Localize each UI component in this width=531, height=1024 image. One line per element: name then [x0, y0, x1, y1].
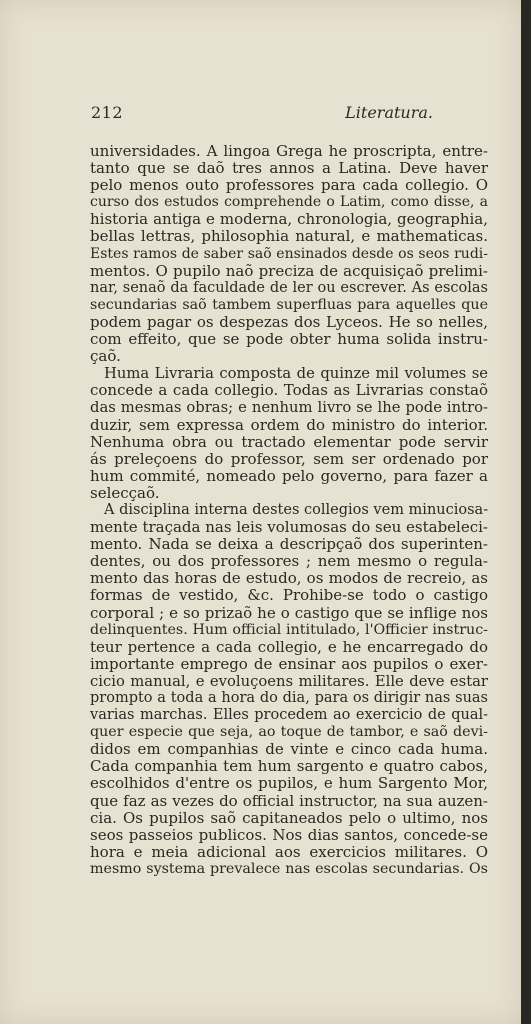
- text-line: seos passeios publicos. Nos dias santos, concede-se: [90, 825, 488, 844]
- text-line: delinquentes. Hum official intitulado, l'Officier instruc-: [90, 621, 488, 638]
- body-text: [90, 143, 488, 878]
- text-line: secundarias saõ tambem superfluas para aquelles que: [90, 296, 488, 313]
- text-line: mento das horas de estudo, os modos de recreio, as: [90, 569, 488, 588]
- text-line: cia. Os pupilos saõ capitaneados pelo o ultimo, nos: [90, 808, 488, 827]
- text-line: Estes ramos de saber saõ ensinados desde os seos rudi-: [90, 245, 488, 262]
- text-line: com effeito, que se pode obter huma solida instru-: [90, 330, 488, 349]
- text-line: hum commité, nomeado pelo governo, para fazer a: [90, 466, 488, 485]
- text-line: escolhidos d'entre os pupilos, e hum Sargento Mor,: [90, 774, 488, 793]
- text-line: A disciplina interna destes collegios vem minuciosa-: [104, 501, 489, 518]
- paragraph-2: [90, 365, 488, 502]
- text-line: hora e meia adicional aos exercicios militares. O: [90, 842, 488, 861]
- text-line: nar, senaõ da faculdade de ler ou escrever. As escolas: [90, 279, 488, 296]
- running-title: Literatura.: [345, 103, 433, 122]
- text-line: podem pagar os despezas dos Lyceos. He so nelles,: [90, 312, 488, 331]
- text-line: bellas lettras, philosophia natural, e mathematicas.: [90, 227, 488, 246]
- page-number: 212: [91, 103, 124, 122]
- text-line: cicio manual, e evoluçoens militares. Elle deve estar: [90, 672, 488, 690]
- text-line: universidades. A lingoa Grega he proscripta, entre-: [90, 142, 488, 160]
- text-line: concede a cada collegio. Todas as Livrarias constaõ: [90, 381, 488, 400]
- paragraph-1: [90, 143, 488, 365]
- text-line: quer especie que seja, ao toque de tambor, e saõ devi-: [90, 724, 488, 741]
- text-line: mentos. O pupilo naõ preciza de acquisiçaõ prelimi-: [90, 261, 488, 280]
- text-line: tanto que se daõ tres annos a Latina. Deve haver: [90, 159, 488, 178]
- paragraph-3: [90, 502, 488, 878]
- text-line: dentes, ou dos professores ; nem mesmo o regula-: [90, 552, 488, 571]
- text-line: Huma Livraria composta de quinze mil volumes se: [104, 365, 488, 383]
- text-line: pelo menos outo professores para cada collegio. O: [90, 176, 488, 195]
- text-line: varias marchas. Elles procedem ao exercicio de qual-: [90, 707, 488, 724]
- text-line: importante emprego de ensinar aos pupilos o exer-: [90, 654, 488, 673]
- text-line: mesmo systema prevalece nas escolas secundarias. Os: [90, 860, 488, 877]
- text-line: mente traçada nas leis volumosas do seu estabeleci-: [90, 518, 488, 537]
- text-line: teur pertence a cada collegio, e he encarregado do: [90, 637, 488, 656]
- text-line: que faz as vezes do official instructor, na sua auzen-: [90, 791, 488, 810]
- text-line: curso dos estudos comprehende o Latim, como disse, a: [90, 194, 488, 211]
- text-line: didos em companhias de vinte e cinco cada huma.: [90, 740, 488, 759]
- text-line: mento. Nada se deixa a descripçaõ dos superinten-: [90, 535, 488, 554]
- text-line: ás preleçoens do professor, sem ser ordenado por: [90, 449, 488, 468]
- text-line: Nenhuma obra ou tractado elementar pode servir: [90, 432, 488, 451]
- text-line: das mesmas obras; e nenhum livro se lhe pode intro-: [90, 399, 488, 417]
- text-line: Cada companhia tem hum sargento e quatro cabos,: [90, 757, 488, 776]
- text-line: formas de vestido, &c. Prohibe-se todo o castigo: [90, 586, 488, 605]
- text-line: duzir, sem expressa ordem do ministro do interior.: [90, 415, 488, 434]
- text-line: historia antiga e moderna, chronologia, geographia,: [90, 210, 488, 229]
- text-line: prompto a toda a hora do dia, para os dirigir nas suas: [90, 690, 488, 706]
- running-head: [91, 103, 487, 125]
- text-line: corporal ; e so prizaõ he o castigo que se inflige nos: [90, 603, 488, 622]
- text-line: selecçaõ.: [90, 483, 160, 502]
- page-edge: [521, 0, 531, 1024]
- text-line: çaõ.: [90, 347, 121, 366]
